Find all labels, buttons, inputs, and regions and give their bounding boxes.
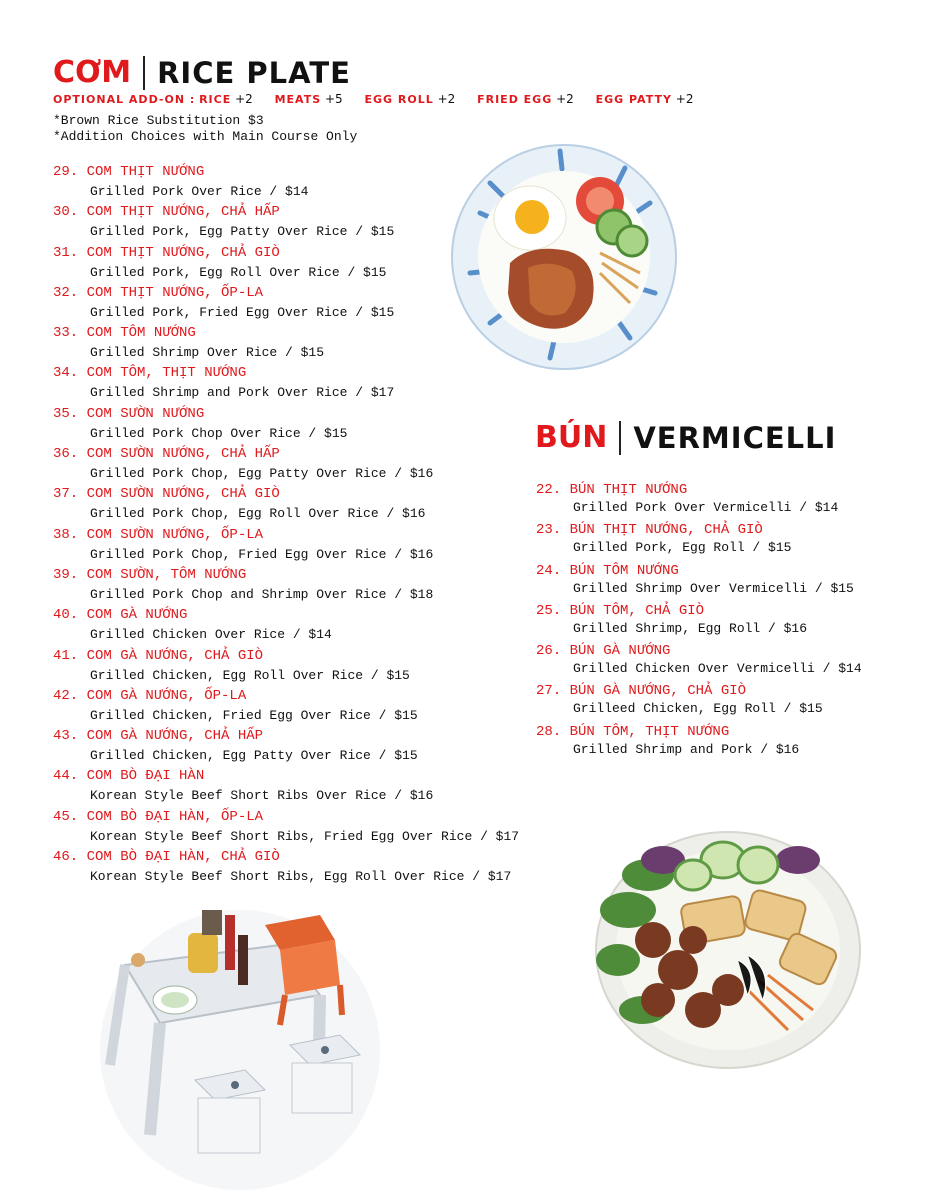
- menu-item: [53, 646, 519, 686]
- menu-item: [53, 484, 519, 524]
- vermicelli-section-title: [535, 420, 836, 455]
- item-title: 25. BÚN TÔM, CHẢ GIÒ: [536, 602, 705, 619]
- item-desc: Grilled Pork, Fried Egg Over Rice / $15: [90, 304, 395, 320]
- item-title: 22. BÚN THỊT NƯỚNG: [536, 482, 688, 498]
- item-title: 46. COM BÒ ĐẠI HÀN, CHẢ GIÒ: [53, 849, 280, 866]
- item-desc: Grilled Pork Chop, Fried Egg Over Rice / $16: [90, 546, 434, 562]
- menu-item: [53, 565, 519, 605]
- item-title: 26. BÚN GÀ NƯỚNG: [536, 643, 671, 660]
- vermicelli-title-vn: BÚN: [535, 420, 608, 455]
- item-desc: Grilled Chicken Over Rice / $14: [90, 627, 332, 643]
- addon-name: MEATS: [274, 93, 322, 106]
- vermicelli-menu-list: [536, 481, 862, 763]
- item-title: 27. BÚN GÀ NƯỚNG, CHẢ GIÒ: [536, 683, 747, 700]
- menu-item: [53, 686, 519, 726]
- item-title: 43. COM GÀ NƯỚNG, CHẢ HẤP: [53, 728, 264, 745]
- vermicelli-bowl-illustration: [588, 820, 868, 1080]
- street-table-illustration: [80, 905, 400, 1190]
- item-desc: Grilled Chicken, Egg Roll Over Rice / $15: [90, 667, 410, 683]
- rice-section-title: [53, 55, 351, 90]
- item-title: 39. COM SƯỜN, TÔM NƯỚNG: [53, 566, 247, 583]
- item-title: 38. COM SƯỜN NƯỚNG, ỐP-LA: [53, 526, 264, 543]
- addon-price: +2: [675, 92, 694, 106]
- addon-price: +2: [556, 92, 574, 106]
- rice-title-en: RICE PLATE: [157, 55, 351, 90]
- item-desc: Grilled Pork Over Vermicelli / $14: [573, 500, 839, 515]
- item-title: 31. COM THỊT NƯỚNG, CHẢ GIÒ: [53, 244, 280, 261]
- item-desc: Grilled Pork, Egg Roll / $15: [573, 540, 792, 556]
- menu-item: [53, 766, 519, 806]
- optional-addons: [53, 92, 693, 106]
- menu-item: [536, 562, 862, 602]
- addon-name: EGG PATTY: [595, 93, 672, 106]
- item-title: 36. COM SƯỜN NƯỚNG, CHẢ HẤP: [53, 446, 280, 463]
- menu-item: [53, 444, 519, 484]
- menu-item: [53, 525, 519, 565]
- item-title: 28. BÚN TÔM, THỊT NƯỚNG: [536, 723, 730, 740]
- item-desc: Korean Style Beef Short Ribs, Fried Egg Over Rice / $17: [90, 828, 520, 844]
- title-divider: [619, 421, 621, 455]
- item-title: 34. COM TÔM, THỊT NƯỚNG: [53, 365, 247, 382]
- item-title: 33. COM TÔM NƯỚNG: [53, 325, 196, 342]
- menu-item: [53, 404, 519, 444]
- rice-title-vn: CƠM: [53, 55, 132, 90]
- item-desc: Grilled Pork, Egg Roll Over Rice / $15: [90, 264, 387, 280]
- item-desc: Grilled Shrimp and Pork Over Rice / $17: [90, 385, 395, 401]
- item-desc: Grilled Pork Chop Over Rice / $15: [90, 425, 348, 441]
- item-title: 29. COM THỊT NƯỚNG: [53, 164, 205, 180]
- brown-rice-note: *Brown Rice Substitution $3: [53, 113, 264, 128]
- menu-item: [536, 602, 862, 642]
- item-title: 35. COM SƯỜN NƯỚNG: [53, 405, 205, 422]
- item-title: 37. COM SƯỜN NƯỚNG, CHẢ GIÒ: [53, 486, 280, 503]
- item-desc: Grilled Chicken, Egg Patty Over Rice / $15: [90, 748, 418, 764]
- item-title: 40. COM GÀ NƯỚNG: [53, 607, 188, 624]
- item-desc: Grilled Pork Over Rice / $14: [90, 184, 309, 199]
- item-title: 44. COM BÒ ĐẠI HÀN: [53, 768, 205, 785]
- item-title: 32. COM THỊT NƯỚNG, ỐP-LA: [53, 284, 264, 301]
- menu-item: [536, 682, 862, 722]
- item-desc: Grilled Shrimp Over Vermicelli / $15: [573, 580, 854, 596]
- item-desc: Grilled Chicken, Fried Egg Over Rice / $15: [90, 707, 418, 723]
- addon-name: FRIED EGG: [477, 93, 553, 106]
- item-title: 45. COM BÒ ĐẠI HÀN, ỐP-LA: [53, 808, 264, 825]
- item-title: 24. BÚN TÔM NƯỚNG: [536, 562, 679, 579]
- menu-item: [53, 847, 519, 887]
- addon-price: +2: [437, 92, 456, 106]
- rice-plate-illustration: [450, 143, 678, 371]
- item-title: 41. COM GÀ NƯỚNG, CHẢ GIÒ: [53, 647, 264, 664]
- item-desc: Korean Style Beef Short Ribs, Egg Roll Over Rice / $17: [90, 869, 512, 885]
- menu-item: [53, 726, 519, 766]
- item-desc: Grilled Shrimp Over Rice / $15: [90, 345, 325, 361]
- menu-item: [53, 807, 519, 847]
- addon-label: OPTIONAL ADD-ON :: [53, 93, 196, 106]
- menu-item: [536, 723, 862, 763]
- item-title: 30. COM THỊT NƯỚNG, CHẢ HẤP: [53, 204, 280, 221]
- item-title: 23. BÚN THỊT NƯỚNG, CHẢ GIÒ: [536, 522, 763, 539]
- item-desc: Korean Style Beef Short Ribs Over Rice / $16: [90, 788, 434, 804]
- menu-item: [53, 605, 519, 645]
- addon-price: +2: [235, 92, 253, 106]
- item-desc: Grilled Shrimp and Pork / $16: [573, 741, 800, 757]
- item-desc: Grilled Pork Chop and Shrimp Over Rice / $18: [90, 586, 434, 602]
- item-desc: Grilled Pork Chop, Egg Roll Over Rice / $16: [90, 506, 426, 522]
- item-desc: Grilled Pork Chop, Egg Patty Over Rice / $16: [90, 466, 434, 482]
- item-desc: Grilled Shrimp, Egg Roll / $16: [573, 620, 808, 636]
- menu-item: [536, 642, 862, 682]
- title-divider: [143, 56, 145, 90]
- addon-name: EGG ROLL: [364, 93, 434, 106]
- item-title: 42. COM GÀ NƯỚNG, ỐP-LA: [53, 687, 247, 704]
- item-desc: Grilled Pork, Egg Patty Over Rice / $15: [90, 224, 395, 240]
- menu-item: [536, 521, 862, 561]
- addition-note: *Addition Choices with Main Course Only: [53, 129, 358, 144]
- addon-price: +5: [324, 92, 343, 106]
- item-desc: Grilled Chicken Over Vermicelli / $14: [573, 661, 862, 677]
- addon-name: RICE: [199, 93, 232, 106]
- menu-item: [536, 481, 862, 521]
- vermicelli-title-en: VERMICELLI: [633, 420, 837, 455]
- item-desc: Grilleed Chicken, Egg Roll / $15: [573, 701, 823, 717]
